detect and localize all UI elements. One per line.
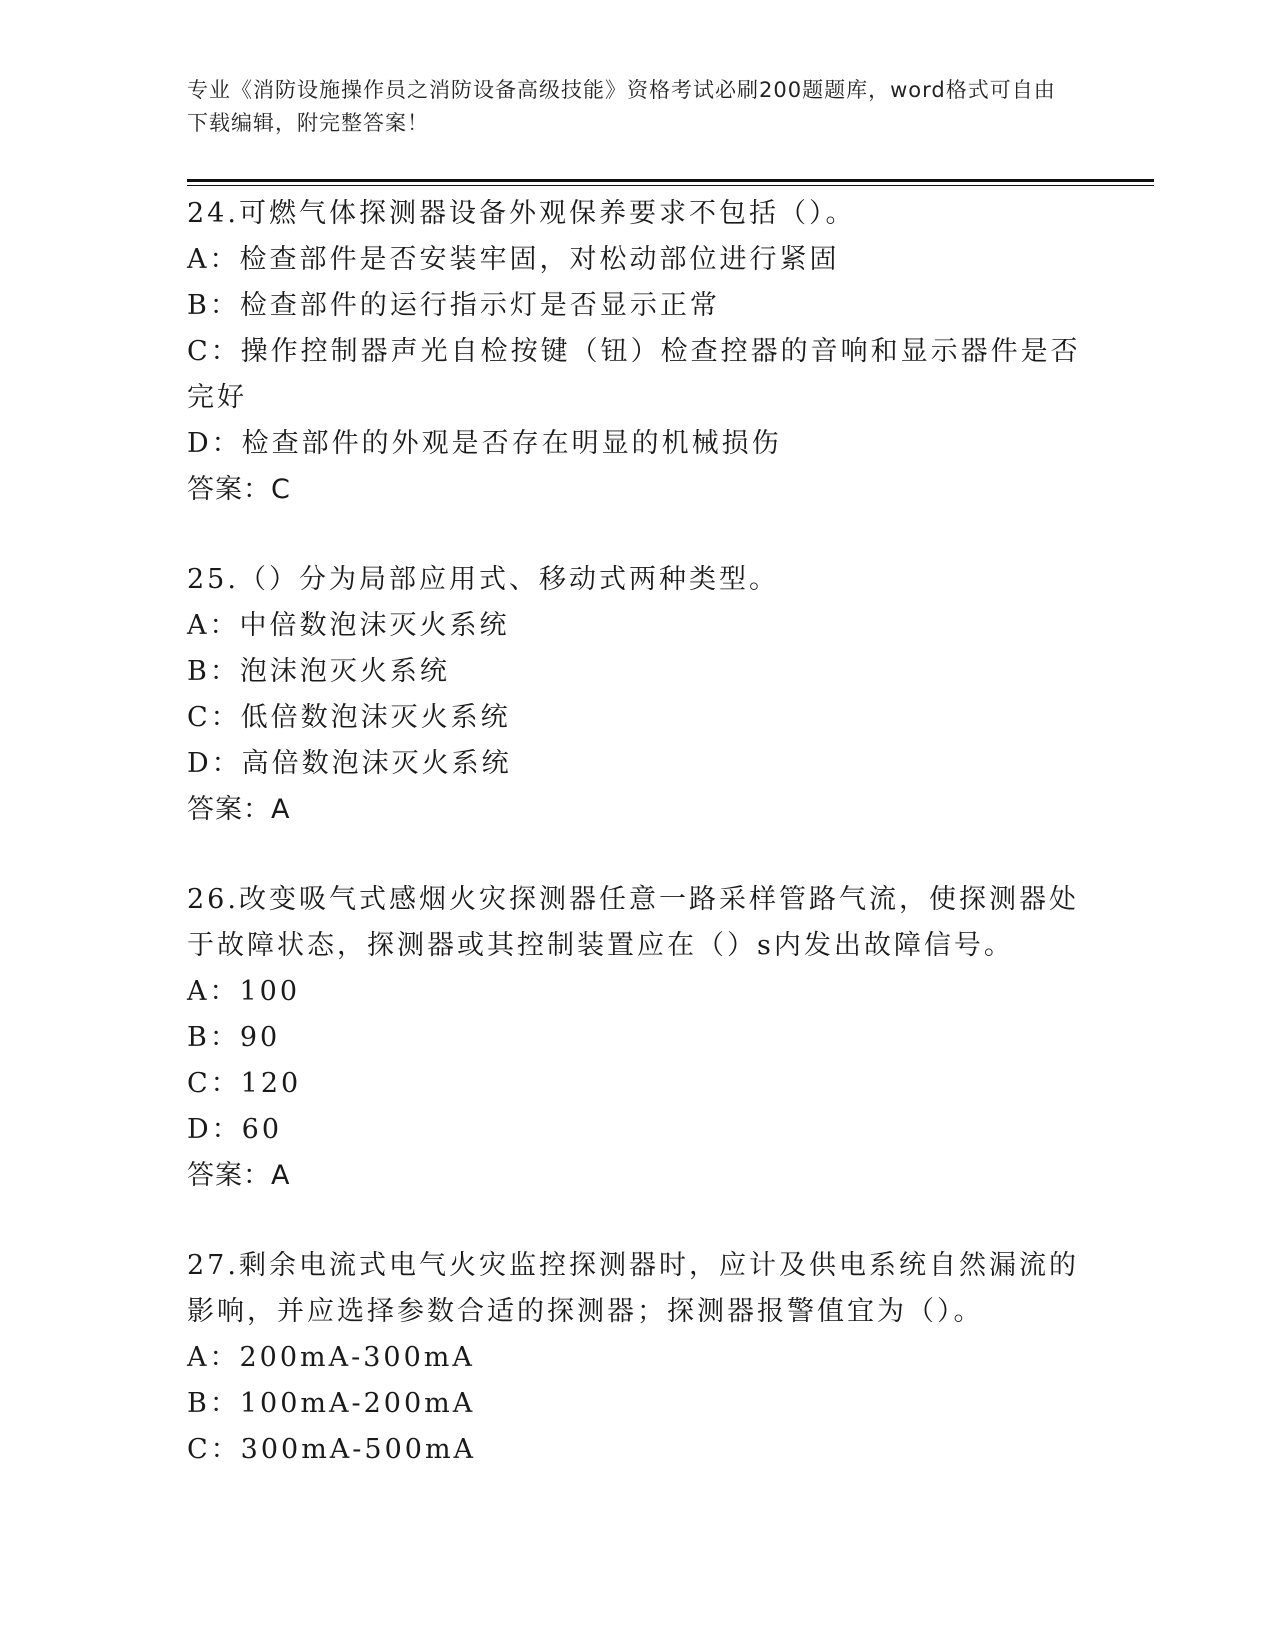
option-c: C：300mA-500mA	[187, 1434, 477, 1465]
option-c: C：操作控制器声光自检按键（钮）检查控器的音响和显示器件是否完好	[187, 336, 1081, 413]
question-25	[187, 557, 1087, 833]
header-divider-thin	[187, 185, 1154, 186]
option-b: B：90	[187, 1022, 281, 1053]
answer-label: 答案：C	[187, 474, 291, 505]
document-header: 专业《消防设施操作员之消防设备高级技能》资格考试必刷200题题库，word格式可自由下载编辑，附完整答案！	[187, 78, 1056, 135]
option-d: D：高倍数泡沫灭火系统	[187, 748, 512, 779]
option-a: A：中倍数泡沫灭火系统	[187, 610, 510, 641]
option-a: A：100	[187, 976, 301, 1007]
header-divider-thick	[187, 179, 1154, 182]
option-b: B：检查部件的运行指示灯是否显示正常	[187, 290, 720, 321]
option-d: D：检查部件的外观是否存在明显的机械损伤	[187, 428, 782, 459]
answer-label: 答案：A	[187, 1160, 291, 1191]
question-27	[187, 1243, 1087, 1473]
option-d: D：60	[187, 1114, 283, 1145]
question-list	[187, 191, 1087, 1517]
question-stem: 27.剩余电流式电气火灾监控探测器时，应计及供电系统自然漏流的影响，并应选择参数合适的探测器；探测器报警值宜为（）。	[187, 1250, 1079, 1327]
option-c: C：低倍数泡沫灭火系统	[187, 702, 511, 733]
option-b: B：100mA-200mA	[187, 1388, 476, 1419]
question-stem: 26.改变吸气式感烟火灾探测器任意一路采样管路气流，使探测器处于故障状态，探测器或其控制装置应在（）s内发出故障信号。	[187, 884, 1079, 961]
question-stem: 25.（）分为局部应用式、移动式两种类型。	[187, 564, 779, 595]
answer-label: 答案：A	[187, 794, 291, 825]
option-c: C：120	[187, 1068, 302, 1099]
option-b: B：泡沫泡灭火系统	[187, 656, 450, 687]
option-a: A：检查部件是否安装牢固，对松动部位进行紧固	[187, 244, 840, 275]
question-stem: 24.可燃气体探测器设备外观保养要求不包括（）。	[187, 198, 856, 229]
question-26	[187, 877, 1087, 1199]
question-24	[187, 191, 1087, 513]
option-a: A：200mA-300mA	[187, 1342, 475, 1373]
